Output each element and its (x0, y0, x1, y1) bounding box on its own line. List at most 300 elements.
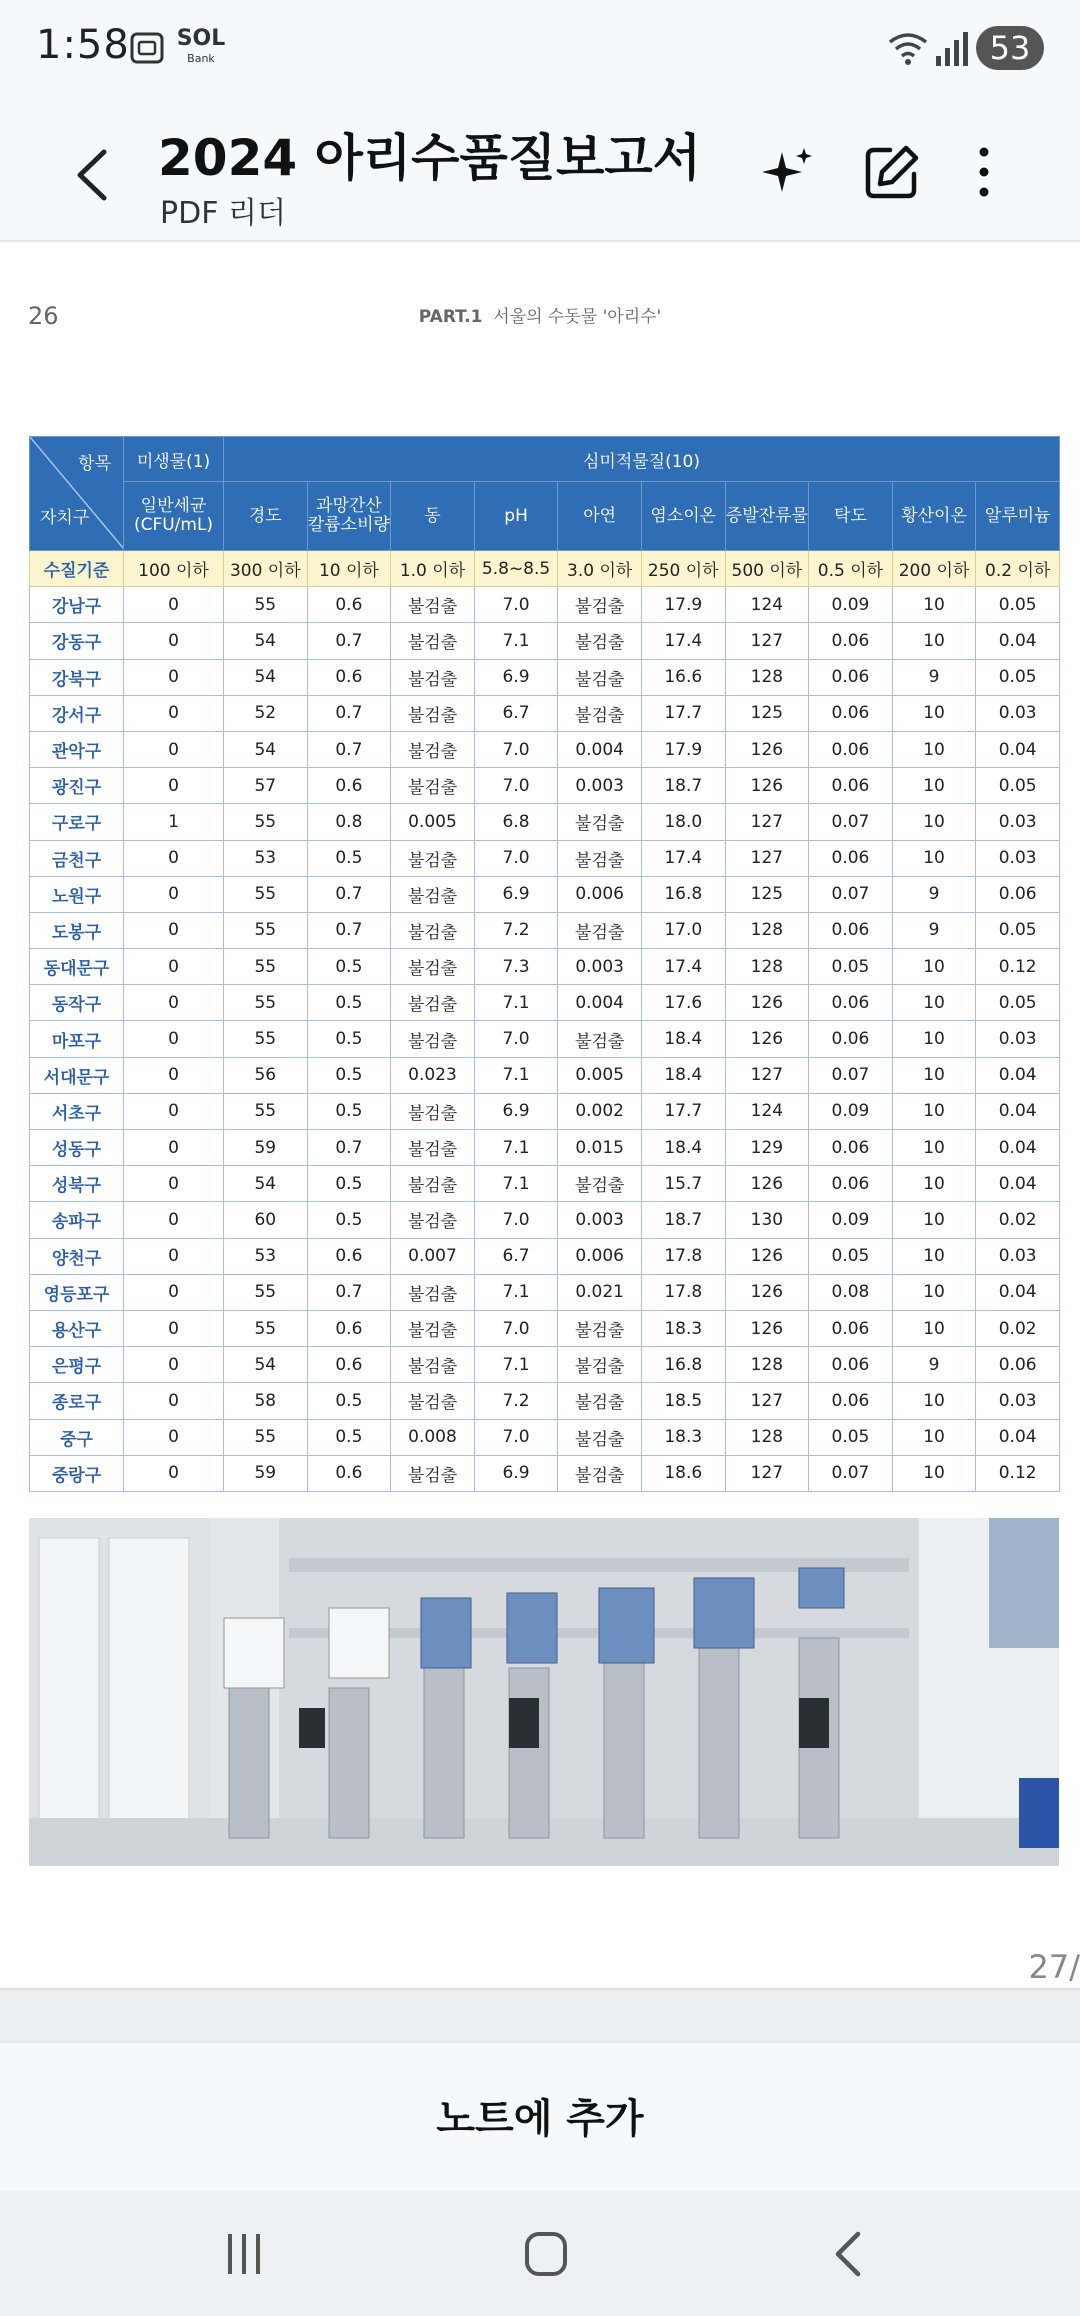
wifi-icon (886, 26, 930, 70)
table-cell: 10 (892, 1093, 976, 1129)
table-cell: 7.0 (474, 731, 558, 767)
table-cell: 불검출 (558, 1166, 642, 1202)
table-cell: 17.6 (641, 985, 725, 1021)
table-cell: 18.5 (641, 1383, 725, 1419)
table-cell: 0.5 (307, 1419, 391, 1455)
table-cell: 불검출 (391, 876, 475, 912)
table-cell: 불검출 (558, 1310, 642, 1346)
standard-value: 300 이하 (224, 551, 308, 587)
table-cell: 54 (224, 659, 308, 695)
district-name: 양천구 (30, 1238, 124, 1274)
table-cell: 55 (224, 985, 308, 1021)
table-cell: 0.06 (809, 768, 893, 804)
table-cell: 10 (892, 587, 976, 623)
table-cell: 10 (892, 840, 976, 876)
table-cell: 126 (725, 768, 809, 804)
table-cell: 7.1 (474, 1347, 558, 1383)
table-cell: 0.03 (976, 1021, 1060, 1057)
table-cell: 16.8 (641, 1347, 725, 1383)
table-cell: 0.05 (976, 659, 1060, 695)
column-header: 염소이온 (641, 482, 725, 551)
table-cell: 7.0 (474, 768, 558, 804)
table-cell: 0 (124, 1202, 224, 1238)
table-cell: 0 (124, 659, 224, 695)
table-cell: 18.4 (641, 1057, 725, 1093)
table-cell: 0.06 (809, 1130, 893, 1166)
table-cell: 128 (725, 1419, 809, 1455)
column-header: 과망간산 칼륨소비량 (307, 482, 391, 551)
table-row (30, 659, 1060, 695)
table-cell: 9 (892, 1347, 976, 1383)
table-cell: 53 (224, 840, 308, 876)
table-cell: 0.09 (809, 1202, 893, 1238)
table-cell: 0.7 (307, 623, 391, 659)
table-cell: 0.07 (809, 1057, 893, 1093)
district-name: 영등포구 (30, 1274, 124, 1310)
table-row (30, 804, 1060, 840)
table-cell: 0.04 (976, 1057, 1060, 1093)
table-cell: 0.06 (809, 1383, 893, 1419)
table-cell: 0.06 (809, 840, 893, 876)
table-cell: 0.006 (558, 1238, 642, 1274)
table-row (30, 1202, 1060, 1238)
table-cell: 10 (892, 731, 976, 767)
table-cell: 55 (224, 912, 308, 948)
column-header: 경도 (224, 482, 308, 551)
table-cell: 53 (224, 1238, 308, 1274)
standard-value: 200 이하 (892, 551, 976, 587)
table-cell: 불검출 (391, 1274, 475, 1310)
table-cell: 55 (224, 587, 308, 623)
district-name: 중구 (30, 1419, 124, 1455)
column-header: 증발잔류물 (725, 482, 809, 551)
document-subtitle: PDF 리더 (160, 196, 286, 231)
district-name: 동대문구 (30, 949, 124, 985)
table-cell: 9 (892, 876, 976, 912)
district-name: 광진구 (30, 768, 124, 804)
table-row (30, 1383, 1060, 1419)
table-cell: 0.02 (976, 1310, 1060, 1346)
table-corner-header: 항목 자치구 (30, 437, 124, 551)
table-row (30, 840, 1060, 876)
table-cell: 18.7 (641, 768, 725, 804)
standard-value: 500 이하 (725, 551, 809, 587)
back-icon[interactable] (820, 2226, 880, 2282)
next-page-indicator: 27/ (1028, 1948, 1080, 1986)
table-cell: 0.021 (558, 1274, 642, 1310)
table-cell: 불검출 (558, 1455, 642, 1491)
district-name: 용산구 (30, 1310, 124, 1346)
table-cell: 126 (725, 1310, 809, 1346)
table-cell: 0.12 (976, 949, 1060, 985)
district-name: 서대문구 (30, 1057, 124, 1093)
table-cell: 0.03 (976, 1238, 1060, 1274)
page-separator (0, 1988, 1080, 2044)
table-cell: 17.9 (641, 731, 725, 767)
table-cell: 불검출 (391, 1093, 475, 1129)
table-cell: 0 (124, 768, 224, 804)
document-title: 2024 아리수품질보고서 (158, 129, 701, 187)
table-cell: 9 (892, 912, 976, 948)
column-header: 탁도 (809, 482, 893, 551)
table-cell: 불검출 (391, 912, 475, 948)
table-cell: 0.06 (809, 1310, 893, 1346)
table-cell: 0.03 (976, 1383, 1060, 1419)
table-cell: 7.0 (474, 1202, 558, 1238)
standard-value: 5.8~8.5 (474, 551, 558, 587)
table-cell: 0 (124, 1383, 224, 1419)
edit-icon[interactable] (860, 140, 924, 204)
table-cell: 15.7 (641, 1166, 725, 1202)
table-cell: 0 (124, 912, 224, 948)
district-name: 강북구 (30, 659, 124, 695)
table-cell: 7.1 (474, 1057, 558, 1093)
more-options-icon[interactable] (952, 140, 1016, 204)
table-cell: 18.6 (641, 1455, 725, 1491)
table-cell: 0.06 (809, 912, 893, 948)
column-header: 일반세균 (CFU/mL) (124, 482, 224, 551)
table-cell: 17.4 (641, 840, 725, 876)
table-row (30, 1130, 1060, 1166)
district-name: 성북구 (30, 1166, 124, 1202)
table-cell: 18.4 (641, 1130, 725, 1166)
table-cell: 0.006 (558, 876, 642, 912)
table-cell: 10 (892, 1130, 976, 1166)
table-cell: 0.004 (558, 731, 642, 767)
table-cell: 0.008 (391, 1419, 475, 1455)
table-cell: 0 (124, 1419, 224, 1455)
table-cell: 124 (725, 1093, 809, 1129)
district-name: 금천구 (30, 840, 124, 876)
district-name: 은평구 (30, 1347, 124, 1383)
table-cell: 126 (725, 985, 809, 1021)
table-row (30, 768, 1060, 804)
table-cell: 10 (892, 1274, 976, 1310)
table-cell: 55 (224, 949, 308, 985)
table-cell: 10 (892, 623, 976, 659)
table-cell: 124 (725, 587, 809, 623)
table-cell: 59 (224, 1130, 308, 1166)
table-cell: 0.005 (558, 1057, 642, 1093)
standard-value: 100 이하 (124, 551, 224, 587)
table-cell: 0.02 (976, 1202, 1060, 1238)
table-cell: 0.04 (976, 1130, 1060, 1166)
table-cell: 불검출 (391, 1130, 475, 1166)
district-name: 구로구 (30, 804, 124, 840)
table-cell: 7.1 (474, 1130, 558, 1166)
home-icon[interactable] (516, 2226, 576, 2282)
table-cell: 0.06 (809, 1021, 893, 1057)
table-cell: 129 (725, 1130, 809, 1166)
table-cell: 10 (892, 1057, 976, 1093)
table-cell: 0.002 (558, 1093, 642, 1129)
table-cell: 0.6 (307, 587, 391, 623)
table-row (30, 1057, 1060, 1093)
table-cell: 10 (892, 695, 976, 731)
table-cell: 17.7 (641, 695, 725, 731)
add-note-bar (0, 2042, 1080, 2191)
table-cell: 6.7 (474, 1238, 558, 1274)
table-cell: 불검출 (391, 1347, 475, 1383)
table-cell: 불검출 (391, 949, 475, 985)
table-row (30, 587, 1060, 623)
table-cell: 0.03 (976, 695, 1060, 731)
table-cell: 55 (224, 804, 308, 840)
table-cell: 10 (892, 1202, 976, 1238)
table-cell: 6.7 (474, 695, 558, 731)
table-cell: 16.6 (641, 659, 725, 695)
table-cell: 불검출 (558, 695, 642, 731)
district-name: 종로구 (30, 1383, 124, 1419)
table-cell: 0.003 (558, 768, 642, 804)
table-cell: 0.04 (976, 1093, 1060, 1129)
table-cell: 0 (124, 985, 224, 1021)
table-cell: 0 (124, 623, 224, 659)
table-cell: 7.0 (474, 587, 558, 623)
gallery-icon (128, 26, 168, 70)
table-cell: 0.6 (307, 659, 391, 695)
table-cell: 불검출 (558, 1021, 642, 1057)
table-cell: 0.015 (558, 1130, 642, 1166)
table-cell: 7.3 (474, 949, 558, 985)
table-cell: 127 (725, 840, 809, 876)
table-cell: 0.6 (307, 1347, 391, 1383)
table-cell: 10 (892, 1238, 976, 1274)
pdf-page[interactable] (0, 242, 1080, 1988)
table-cell: 130 (725, 1202, 809, 1238)
table-cell: 6.9 (474, 659, 558, 695)
district-name: 노원구 (30, 876, 124, 912)
table-cell: 불검출 (558, 840, 642, 876)
table-cell: 126 (725, 731, 809, 767)
table-cell: 6.8 (474, 804, 558, 840)
signal-icon (934, 26, 970, 70)
table-cell: 0.6 (307, 1455, 391, 1491)
table-cell: 17.9 (641, 587, 725, 623)
table-cell: 10 (892, 1166, 976, 1202)
column-header: 황산이온 (892, 482, 976, 551)
table-cell: 10 (892, 768, 976, 804)
table-cell: 10 (892, 985, 976, 1021)
district-name: 동작구 (30, 985, 124, 1021)
district-name: 성동구 (30, 1130, 124, 1166)
table-cell: 7.0 (474, 1021, 558, 1057)
table-row (30, 1021, 1060, 1057)
column-header: 아연 (558, 482, 642, 551)
table-cell: 불검출 (391, 768, 475, 804)
table-cell: 불검출 (391, 623, 475, 659)
table-cell: 0.04 (976, 623, 1060, 659)
district-name: 강서구 (30, 695, 124, 731)
table-row (30, 1347, 1060, 1383)
table-cell: 0.06 (809, 695, 893, 731)
table-cell: 0 (124, 1310, 224, 1346)
table-cell: 55 (224, 1274, 308, 1310)
table-cell: 18.7 (641, 1202, 725, 1238)
table-cell: 127 (725, 623, 809, 659)
table-cell: 0.5 (307, 1057, 391, 1093)
table-cell: 127 (725, 1057, 809, 1093)
recent-apps-icon[interactable] (214, 2226, 274, 2282)
table-cell: 7.1 (474, 985, 558, 1021)
table-cell: 0.07 (809, 876, 893, 912)
table-row (30, 1310, 1060, 1346)
table-cell: 0.06 (809, 1166, 893, 1202)
table-cell: 6.9 (474, 1455, 558, 1491)
standard-value: 250 이하 (641, 551, 725, 587)
table-cell: 0.5 (307, 1093, 391, 1129)
table-cell: 불검출 (391, 840, 475, 876)
add-note-button[interactable]: 노트에 추가 (436, 2096, 644, 2142)
table-cell: 불검출 (391, 587, 475, 623)
table-cell: 0.003 (558, 949, 642, 985)
table-row (30, 623, 1060, 659)
table-cell: 0.04 (976, 1419, 1060, 1455)
table-cell: 0 (124, 587, 224, 623)
table-cell: 125 (725, 876, 809, 912)
table-cell: 불검출 (558, 1347, 642, 1383)
table-cell: 0 (124, 949, 224, 985)
table-cell: 0.5 (307, 1021, 391, 1057)
table-cell: 0.5 (307, 1202, 391, 1238)
table-cell: 0 (124, 1021, 224, 1057)
table-cell: 불검출 (391, 1021, 475, 1057)
table-cell: 1 (124, 804, 224, 840)
table-cell: 126 (725, 1238, 809, 1274)
table-cell: 126 (725, 1274, 809, 1310)
table-cell: 10 (892, 949, 976, 985)
table-cell: 0.04 (976, 1274, 1060, 1310)
table-cell: 17.8 (641, 1274, 725, 1310)
table-cell: 0 (124, 876, 224, 912)
table-cell: 0 (124, 1238, 224, 1274)
table-cell: 0.06 (976, 1347, 1060, 1383)
table-cell: 0.7 (307, 731, 391, 767)
group-header-aesthetic: 심미적물질(10) (224, 437, 1060, 482)
table-cell: 10 (892, 804, 976, 840)
district-name: 도봉구 (30, 912, 124, 948)
table-row (30, 876, 1060, 912)
column-header: 동 (391, 482, 475, 551)
table-cell: 10 (892, 1455, 976, 1491)
ai-sparkle-icon[interactable] (756, 140, 820, 204)
table-cell: 0.6 (307, 1310, 391, 1346)
district-name: 마포구 (30, 1021, 124, 1057)
back-arrow-icon[interactable] (60, 140, 130, 210)
standard-value: 10 이하 (307, 551, 391, 587)
table-cell: 59 (224, 1455, 308, 1491)
table-cell: 불검출 (558, 1419, 642, 1455)
table-cell: 0 (124, 695, 224, 731)
table-cell: 0.06 (809, 731, 893, 767)
table-cell: 불검출 (558, 587, 642, 623)
district-name: 강남구 (30, 587, 124, 623)
table-cell: 0.7 (307, 1130, 391, 1166)
table-cell: 불검출 (391, 1383, 475, 1419)
table-cell: 7.1 (474, 623, 558, 659)
table-cell: 55 (224, 1310, 308, 1346)
table-cell: 0.7 (307, 695, 391, 731)
table-cell: 0.05 (976, 912, 1060, 948)
status-bar (0, 0, 1080, 100)
table-cell: 0.005 (391, 804, 475, 840)
group-header-microbe: 미생물(1) (124, 437, 224, 482)
table-cell: 17.0 (641, 912, 725, 948)
table-row (30, 985, 1060, 1021)
status-time: 1:58 (36, 22, 130, 68)
table-cell: 0.7 (307, 1274, 391, 1310)
table-cell: 18.3 (641, 1419, 725, 1455)
table-cell: 7.1 (474, 1166, 558, 1202)
water-quality-analyzer-photo (29, 1518, 1059, 1866)
district-name: 강동구 (30, 623, 124, 659)
table-cell: 17.8 (641, 1238, 725, 1274)
table-cell: 54 (224, 623, 308, 659)
table-cell: 7.0 (474, 1419, 558, 1455)
table-cell: 0.08 (809, 1274, 893, 1310)
table-cell: 55 (224, 1093, 308, 1129)
table-cell: 0.8 (307, 804, 391, 840)
navigation-bar (0, 2190, 1080, 2316)
table-row (30, 1166, 1060, 1202)
table-cell: 10 (892, 1310, 976, 1346)
table-cell: 9 (892, 659, 976, 695)
table-cell: 0.5 (307, 985, 391, 1021)
table-cell: 0.06 (809, 985, 893, 1021)
table-cell: 10 (892, 1383, 976, 1419)
table-cell: 0.09 (809, 1093, 893, 1129)
table-cell: 127 (725, 1455, 809, 1491)
table-cell: 54 (224, 1166, 308, 1202)
table-cell: 55 (224, 1419, 308, 1455)
table-cell: 126 (725, 1166, 809, 1202)
district-name: 서초구 (30, 1093, 124, 1129)
table-cell: 0.06 (976, 876, 1060, 912)
water-quality-table (29, 436, 1060, 1492)
table-row (30, 1238, 1060, 1274)
table-cell: 18.4 (641, 1021, 725, 1057)
table-cell: 0 (124, 1166, 224, 1202)
table-cell: 0.6 (307, 768, 391, 804)
table-cell: 0.5 (307, 840, 391, 876)
table-row (30, 695, 1060, 731)
table-cell: 0.03 (976, 840, 1060, 876)
table-cell: 0.06 (809, 1347, 893, 1383)
table-cell: 0.007 (391, 1238, 475, 1274)
standard-label: 수질기준 (30, 551, 124, 587)
table-cell: 7.2 (474, 912, 558, 948)
table-row (30, 1455, 1060, 1491)
table-cell: 0.12 (976, 1455, 1060, 1491)
table-row (30, 1419, 1060, 1455)
table-cell: 126 (725, 1021, 809, 1057)
table-cell: 불검출 (391, 1166, 475, 1202)
standard-value: 1.0 이하 (391, 551, 475, 587)
column-header: 알루미늄 (976, 482, 1060, 551)
table-cell: 54 (224, 1347, 308, 1383)
table-cell: 128 (725, 912, 809, 948)
table-cell: 불검출 (558, 804, 642, 840)
table-cell: 불검출 (558, 1383, 642, 1419)
table-cell: 0.07 (809, 804, 893, 840)
table-cell: 0 (124, 1274, 224, 1310)
table-cell: 17.4 (641, 949, 725, 985)
table-cell: 0.7 (307, 912, 391, 948)
district-name: 관악구 (30, 731, 124, 767)
table-row (30, 1093, 1060, 1129)
district-name: 중랑구 (30, 1455, 124, 1491)
table-cell: 불검출 (391, 985, 475, 1021)
